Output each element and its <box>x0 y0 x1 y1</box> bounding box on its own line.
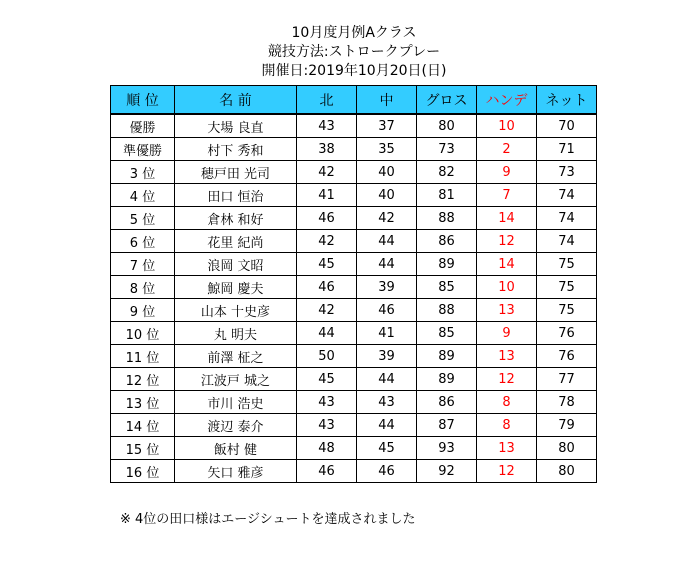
cell-middle: 35 <box>357 138 417 161</box>
table-row <box>111 414 597 437</box>
cell-rank: 5 位 <box>111 207 175 230</box>
cell-gross: 89 <box>417 253 477 276</box>
cell-name: 花里 紀尚 <box>175 230 297 253</box>
cell-north: 42 <box>297 299 357 322</box>
table-row <box>111 276 597 299</box>
table-row <box>111 460 597 483</box>
cell-middle: 45 <box>357 437 417 460</box>
table-header-row <box>111 86 597 115</box>
cell-net: 80 <box>537 460 597 483</box>
cell-rank: 11 位 <box>111 345 175 368</box>
cell-middle: 44 <box>357 368 417 391</box>
cell-rank: 7 位 <box>111 253 175 276</box>
cell-rank: 13 位 <box>111 391 175 414</box>
footnote: ※ 4位の田口様はエージシュートを達成されました <box>120 512 416 527</box>
cell-net: 77 <box>537 368 597 391</box>
cell-middle: 40 <box>357 161 417 184</box>
cell-net: 75 <box>537 299 597 322</box>
cell-name: 江波戸 城之 <box>175 368 297 391</box>
cell-rank: 4 位 <box>111 184 175 207</box>
header-middle: 中 <box>357 86 417 115</box>
cell-middle: 37 <box>357 114 417 138</box>
cell-gross: 80 <box>417 114 477 138</box>
table-row <box>111 138 597 161</box>
cell-handicap: 14 <box>477 253 537 276</box>
cell-gross: 92 <box>417 460 477 483</box>
cell-handicap: 12 <box>477 230 537 253</box>
table-row <box>111 161 597 184</box>
cell-north: 42 <box>297 230 357 253</box>
table-row <box>111 207 597 230</box>
cell-name: 山本 十史彦 <box>175 299 297 322</box>
cell-rank: 6 位 <box>111 230 175 253</box>
header-net: ネット <box>537 86 597 115</box>
cell-gross: 85 <box>417 322 477 345</box>
cell-gross: 85 <box>417 276 477 299</box>
table-row <box>111 253 597 276</box>
table-row <box>111 391 597 414</box>
cell-gross: 89 <box>417 345 477 368</box>
cell-name: 丸 明夫 <box>175 322 297 345</box>
cell-north: 48 <box>297 437 357 460</box>
cell-rank: 9 位 <box>111 299 175 322</box>
cell-gross: 87 <box>417 414 477 437</box>
cell-name: 飯村 健 <box>175 437 297 460</box>
cell-middle: 43 <box>357 391 417 414</box>
cell-middle: 39 <box>357 345 417 368</box>
document-title-block <box>110 24 598 81</box>
cell-net: 73 <box>537 161 597 184</box>
cell-rank: 8 位 <box>111 276 175 299</box>
table-row <box>111 345 597 368</box>
cell-gross: 86 <box>417 391 477 414</box>
cell-north: 43 <box>297 391 357 414</box>
header-handicap: ハンデ <box>477 86 537 115</box>
cell-handicap: 12 <box>477 460 537 483</box>
cell-rank: 10 位 <box>111 322 175 345</box>
cell-name: 倉林 和好 <box>175 207 297 230</box>
cell-name: 穂戸田 光司 <box>175 161 297 184</box>
page-title: 10月度月例Aクラス <box>291 25 417 41</box>
table-row <box>111 299 597 322</box>
table-row <box>111 437 597 460</box>
cell-net: 79 <box>537 414 597 437</box>
cell-net: 74 <box>537 184 597 207</box>
table-row <box>111 368 597 391</box>
cell-middle: 46 <box>357 299 417 322</box>
header-rank: 順 位 <box>111 86 175 115</box>
cell-gross: 81 <box>417 184 477 207</box>
cell-gross: 93 <box>417 437 477 460</box>
header-gross: グロス <box>417 86 477 115</box>
cell-middle: 39 <box>357 276 417 299</box>
cell-handicap: 10 <box>477 276 537 299</box>
cell-gross: 73 <box>417 138 477 161</box>
cell-middle: 44 <box>357 414 417 437</box>
header-name: 名 前 <box>175 86 297 115</box>
cell-rank: 14 位 <box>111 414 175 437</box>
cell-north: 44 <box>297 322 357 345</box>
cell-gross: 82 <box>417 161 477 184</box>
cell-north: 50 <box>297 345 357 368</box>
cell-name: 大場 良直 <box>175 114 297 138</box>
cell-net: 76 <box>537 322 597 345</box>
cell-north: 45 <box>297 368 357 391</box>
cell-name: 浪岡 文昭 <box>175 253 297 276</box>
cell-net: 74 <box>537 207 597 230</box>
cell-middle: 40 <box>357 184 417 207</box>
table-row <box>111 184 597 207</box>
table-row <box>111 230 597 253</box>
cell-rank: 準優勝 <box>111 138 175 161</box>
cell-handicap: 13 <box>477 437 537 460</box>
cell-gross: 89 <box>417 368 477 391</box>
cell-north: 46 <box>297 207 357 230</box>
cell-handicap: 14 <box>477 207 537 230</box>
cell-gross: 86 <box>417 230 477 253</box>
cell-handicap: 9 <box>477 322 537 345</box>
cell-net: 75 <box>537 253 597 276</box>
cell-handicap: 7 <box>477 184 537 207</box>
cell-handicap: 8 <box>477 391 537 414</box>
cell-north: 46 <box>297 460 357 483</box>
cell-net: 78 <box>537 391 597 414</box>
cell-name: 前澤 柾之 <box>175 345 297 368</box>
cell-middle: 46 <box>357 460 417 483</box>
cell-north: 45 <box>297 253 357 276</box>
cell-handicap: 2 <box>477 138 537 161</box>
cell-north: 43 <box>297 414 357 437</box>
cell-handicap: 12 <box>477 368 537 391</box>
table-row <box>111 114 597 138</box>
cell-net: 76 <box>537 345 597 368</box>
results-table <box>110 85 597 483</box>
cell-net: 74 <box>537 230 597 253</box>
cell-handicap: 13 <box>477 299 537 322</box>
cell-net: 71 <box>537 138 597 161</box>
cell-rank: 12 位 <box>111 368 175 391</box>
cell-middle: 44 <box>357 230 417 253</box>
cell-rank: 3 位 <box>111 161 175 184</box>
cell-net: 70 <box>537 114 597 138</box>
cell-handicap: 8 <box>477 414 537 437</box>
results-body <box>111 114 597 483</box>
cell-rank: 優勝 <box>111 114 175 138</box>
cell-name: 矢口 雅彦 <box>175 460 297 483</box>
cell-middle: 44 <box>357 253 417 276</box>
cell-rank: 16 位 <box>111 460 175 483</box>
cell-name: 市川 浩史 <box>175 391 297 414</box>
cell-name: 鯨岡 慶夫 <box>175 276 297 299</box>
cell-net: 80 <box>537 437 597 460</box>
cell-handicap: 9 <box>477 161 537 184</box>
cell-north: 42 <box>297 161 357 184</box>
cell-gross: 88 <box>417 299 477 322</box>
cell-name: 田口 恒治 <box>175 184 297 207</box>
cell-rank: 15 位 <box>111 437 175 460</box>
competition-format: 競技方法:ストロークプレー <box>267 44 441 60</box>
cell-middle: 41 <box>357 322 417 345</box>
cell-north: 43 <box>297 114 357 138</box>
cell-handicap: 10 <box>477 114 537 138</box>
cell-net: 75 <box>537 276 597 299</box>
cell-middle: 42 <box>357 207 417 230</box>
table-row <box>111 322 597 345</box>
cell-handicap: 13 <box>477 345 537 368</box>
cell-north: 38 <box>297 138 357 161</box>
cell-name: 渡辺 泰介 <box>175 414 297 437</box>
cell-name: 村下 秀和 <box>175 138 297 161</box>
cell-north: 46 <box>297 276 357 299</box>
header-north: 北 <box>297 86 357 115</box>
cell-gross: 88 <box>417 207 477 230</box>
event-date: 開催日:2019年10月20日(日) <box>261 63 447 79</box>
cell-north: 41 <box>297 184 357 207</box>
